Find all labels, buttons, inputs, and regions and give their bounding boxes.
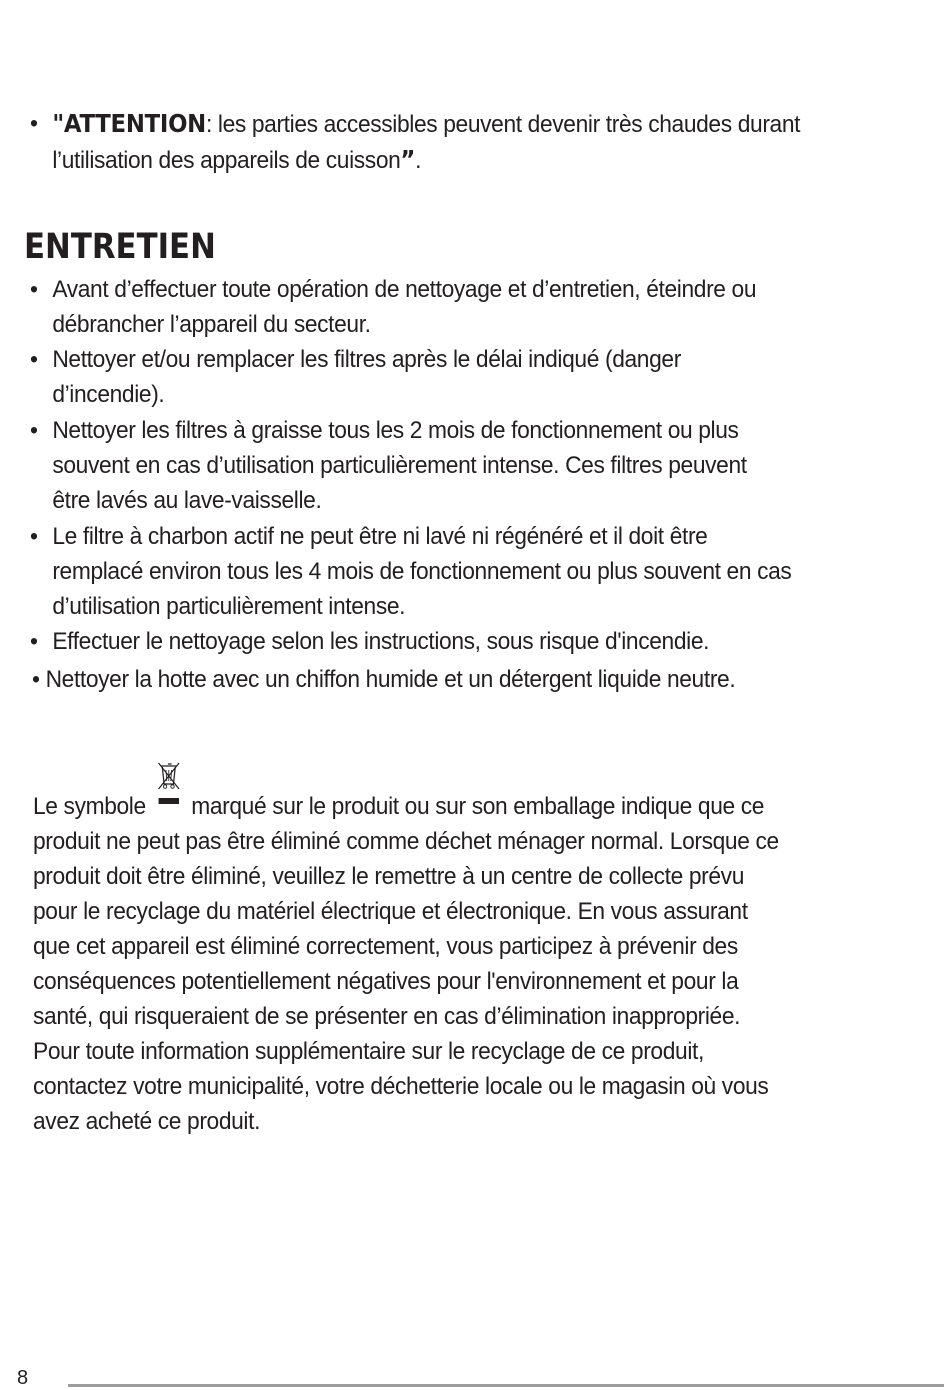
disposal-first-line [33,788,889,824]
section-title: ENTRETIEN [24,227,216,267]
maintenance-item-text [52,342,880,412]
disposal-line: produit doit être éliminé, veuillez le remettre à un centre de collecte prévu [33,863,744,890]
attention-line-2: l’utilisation des appareils de cuisson [52,147,401,174]
disposal-line: contactez votre municipalité, votre déchetterie locale ou le magasin où vous [33,1073,769,1100]
attention-text [52,106,880,178]
disposal-line: conséquences potentiellement négatives pour l'environnement et pour la [33,968,739,995]
bullet: • [30,276,38,303]
maintenance-item-text [52,624,880,659]
disposal-after-icon: marqué sur le produit ou sur son emballage indique que ce [191,793,765,820]
maintenance-item-text [52,272,880,342]
disposal-paragraph [33,788,889,1139]
attention-open-quote: " [52,109,64,138]
disposal-line: santé, qui risqueraient de se présenter en cas d’élimination inappropriée. [33,1003,741,1030]
disposal-line: avez acheté ce produit. [33,1108,261,1135]
attention-line-1: : les parties accessibles peuvent devenir très chaudes durant [205,111,801,138]
maintenance-item-line: d’incendie). [52,381,165,408]
maintenance-item-line: souvent en cas d’utilisation particulièrement intense. Ces filtres peuvent [52,452,747,479]
disposal-line: produit ne peut pas être éliminé comme déchet ménager normal. Lorsque ce [33,828,779,855]
attention-label: ATTENTION [63,109,206,138]
maintenance-item-line: être lavés au lave-vaisselle. [52,487,322,514]
maintenance-item-line: Avant d’effectuer toute opération de nettoyage et d’entretien, éteindre ou [52,276,757,303]
disposal-line: Pour toute information supplémentaire sur le recyclage de ce produit, [33,1038,704,1065]
maintenance-item-line: Nettoyer et/ou remplacer les filtres après le délai indiqué (danger [52,346,681,373]
disposal-line: pour le recyclage du matériel électrique et électronique. En vous assurant [33,898,748,925]
attention-end: . [415,147,422,174]
maintenance-item-line: remplacé environ tous les 4 mois de fonctionnement ou plus souvent en cas [52,558,792,585]
attention-close-quote: ” [400,145,416,174]
disposal-before-icon: Le symbole [33,793,146,820]
maintenance-item-line: Nettoyer les filtres à graisse tous les 2 mois de fonctionnement ou plus [52,417,739,444]
maintenance-last-item: • Nettoyer la hotte avec un chiffon humide et un détergent liquide neutre. [32,666,736,693]
page-number: 8 [17,1367,29,1389]
bullet: • [30,110,38,137]
maintenance-item-line: débrancher l’appareil du secteur. [52,311,371,338]
bullet: • [30,346,38,373]
maintenance-item-text [52,519,880,624]
disposal-lines [33,824,889,1139]
footer-rule [68,1384,944,1387]
maintenance-item-line: Le filtre à charbon actif ne peut être ni lavé ni régénéré et il doit être [52,523,708,550]
maintenance-item-text [52,413,880,518]
bullet: • [30,523,38,550]
disposal-line: que cet appareil est éliminé correctement, vous participez à prévenir des [33,933,738,960]
bullet: • [30,628,38,655]
maintenance-item-line: Effectuer le nettoyage selon les instructions, sous risque d'incendie. [52,628,710,655]
maintenance-item-line: d’utilisation particulièrement intense. [52,593,406,620]
crossed-out-wheelie-bin-icon [155,788,181,818]
bullet: • [30,417,38,444]
